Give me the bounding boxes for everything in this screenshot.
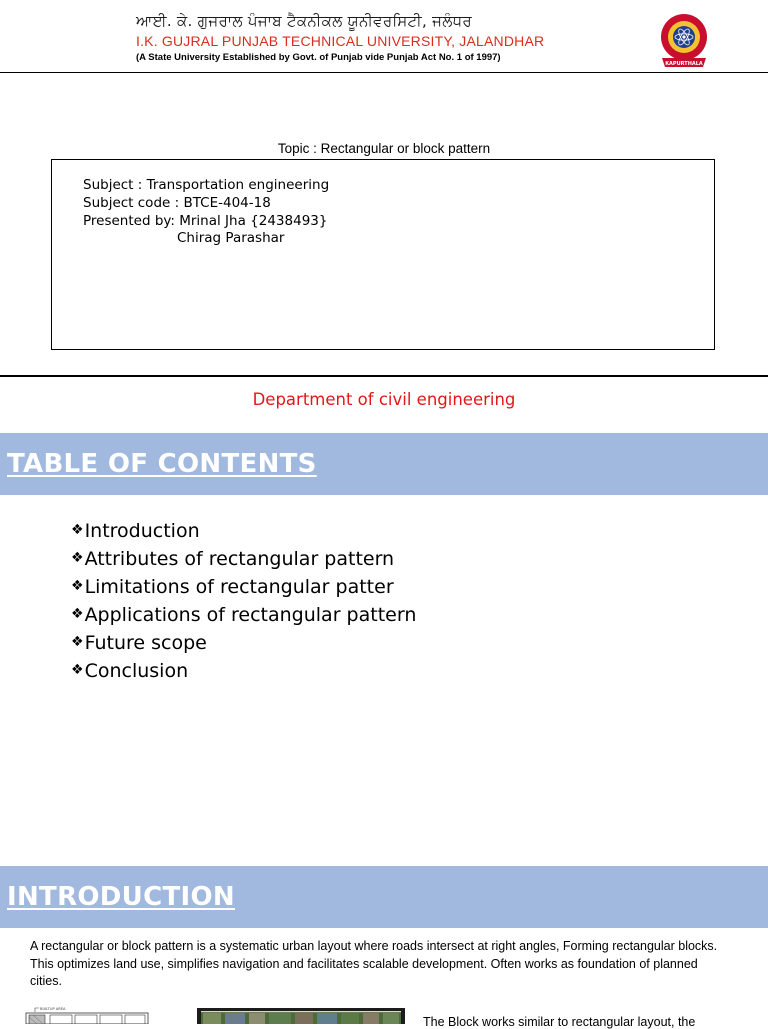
university-subtitle: (A State University Established by Govt. of Punjab vide Punjab Act No. 1 of 1997) (136, 52, 501, 63)
diamond-bullet-icon: ❖ (71, 522, 84, 538)
toc-item-label: Attributes of rectangular pattern (84, 548, 395, 570)
toc-list (71, 517, 416, 685)
toc-item-label: Future scope (84, 632, 207, 654)
presenter-line: Presented by: Mrinal Jha {2438493} (83, 213, 328, 229)
subject-info-box (51, 159, 715, 350)
toc-item-label: Conclusion (84, 660, 189, 682)
title-divider (0, 375, 768, 377)
diagram-label: BUILTUP AREA (40, 1007, 66, 1011)
diamond-bullet-icon: ❖ (71, 578, 84, 594)
university-name-english: I.K. GUJRAL PUNJAB TECHNICAL UNIVERSITY, JALANDHAR (136, 33, 545, 49)
co-presenter-line: Chirag Parashar (177, 230, 285, 246)
diamond-bullet-icon: ❖ (71, 634, 84, 650)
subject-line: Subject : Transportation engineering (83, 177, 330, 193)
diamond-bullet-icon: ❖ (71, 550, 84, 566)
toc-item (71, 629, 416, 657)
toc-item (71, 545, 416, 573)
city-grid-photo (197, 1008, 405, 1024)
toc-item-label: Limitations of rectangular patter (84, 576, 394, 598)
toc-item (71, 573, 416, 601)
block-layout-diagram (25, 1006, 150, 1024)
intro-paragraph: A rectangular or block pattern is a systematic urban layout where roads intersect at right angles, Forming rectangular blocks. This optimizes land use, simplifies navigation and facilitates scalable development. Often works as foundation of planned cities. (30, 939, 718, 988)
toc-heading: TABLE OF CONTENTS (7, 449, 317, 479)
intro-heading: INTRODUCTION (7, 882, 235, 912)
toc-item-label: Introduction (84, 520, 200, 542)
university-name-punjabi: ਆਈ. ਕੇ. ਗੁਜਰਾਲ ਪੰਜਾਬ ਟੈਕਨੀਕਲ ਯੂਨੀਵਰਸਿਟੀ, ਜਲੰਧਰ (136, 12, 472, 30)
toc-item (71, 517, 416, 545)
department-name: Department of civil engineering (252, 390, 516, 409)
intro-heading-bar (0, 866, 768, 928)
seal-banner-text: KAPURTHALA (665, 61, 703, 67)
university-seal-icon (654, 12, 714, 70)
subject-code-line: Subject code : BTCE-404-18 (83, 195, 271, 211)
topic-title: Topic : Rectangular or block pattern (277, 141, 491, 156)
header-divider (0, 72, 768, 73)
toc-heading-bar (0, 433, 768, 495)
block-description-text: The Block works similar to rectangular layout, the (423, 1015, 696, 1029)
diamond-bullet-icon: ❖ (71, 606, 84, 622)
toc-item (71, 601, 416, 629)
diamond-bullet-icon: ❖ (71, 662, 84, 678)
toc-item (71, 657, 416, 685)
toc-item-label: Applications of rectangular pattern (84, 604, 417, 626)
